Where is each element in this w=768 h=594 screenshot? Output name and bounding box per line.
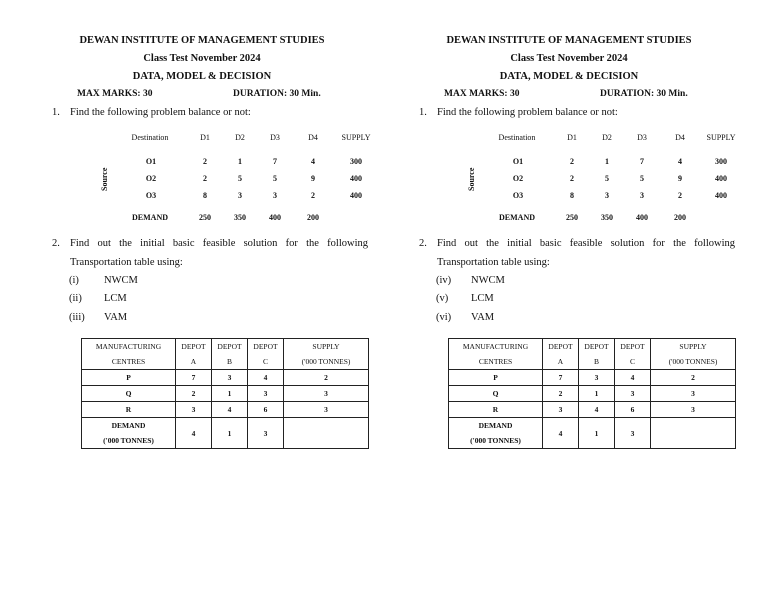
cell: 9 bbox=[678, 174, 682, 183]
col-header: Destination bbox=[131, 133, 169, 142]
demand-cell: 1 bbox=[212, 418, 248, 449]
cell: 3 bbox=[284, 386, 369, 402]
cell: 1 bbox=[238, 157, 242, 166]
duration: DURATION: 30 Min. bbox=[600, 89, 688, 99]
transportation-table bbox=[81, 338, 369, 449]
col-header: D2 bbox=[602, 133, 612, 142]
cell: 2 bbox=[203, 174, 207, 183]
question-number: 2. bbox=[52, 238, 60, 249]
table-row bbox=[82, 386, 369, 402]
cell: 3 bbox=[605, 191, 609, 200]
col-header: D4 bbox=[308, 133, 318, 142]
duration: DURATION: 30 Min. bbox=[233, 89, 321, 99]
header-cell: DEPOT A bbox=[543, 339, 579, 370]
cell: 3 bbox=[579, 370, 615, 386]
col-header: D2 bbox=[235, 133, 245, 142]
header-cell: DEPOT C bbox=[248, 339, 284, 370]
option-name: NWCM bbox=[471, 275, 505, 286]
demand-cell: 200 bbox=[307, 213, 319, 222]
cell: 2 bbox=[203, 157, 207, 166]
col-header: D4 bbox=[675, 133, 685, 142]
question-number: 2. bbox=[419, 238, 427, 249]
cell: 3 bbox=[615, 386, 651, 402]
cell: 4 bbox=[212, 402, 248, 418]
row-label: R bbox=[82, 402, 176, 418]
question-number: 1. bbox=[419, 107, 427, 118]
demand-row bbox=[449, 418, 736, 449]
max-marks: MAX MARKS: 30 bbox=[444, 89, 520, 99]
row-label: O1 bbox=[512, 157, 524, 166]
option-numeral: (i) bbox=[69, 275, 79, 286]
demand-label: DEMAND bbox=[499, 213, 535, 222]
cell: 7 bbox=[543, 370, 579, 386]
cell: 2 bbox=[651, 370, 736, 386]
cell: 2 bbox=[570, 157, 574, 166]
row-label: R bbox=[449, 402, 543, 418]
header-cell: SUPPLY ('000 TONNES) bbox=[651, 339, 736, 370]
cell: 400 bbox=[350, 191, 362, 200]
table-row bbox=[82, 370, 369, 386]
cell: 1 bbox=[605, 157, 609, 166]
empty-cell bbox=[651, 418, 736, 449]
header-cell: MANUFACTURING CENTRES bbox=[82, 339, 176, 370]
demand-cell: 4 bbox=[176, 418, 212, 449]
table-row bbox=[82, 402, 369, 418]
cell: 400 bbox=[715, 174, 727, 183]
cell: 3 bbox=[651, 386, 736, 402]
question-number: 1. bbox=[52, 107, 60, 118]
cell: 8 bbox=[570, 191, 574, 200]
cell: 2 bbox=[570, 174, 574, 183]
cell: 1 bbox=[579, 386, 615, 402]
cell: 4 bbox=[311, 157, 315, 166]
cell: 7 bbox=[273, 157, 277, 166]
row-label: O3 bbox=[145, 191, 157, 200]
cell: 2 bbox=[311, 191, 315, 200]
option-numeral: (vi) bbox=[436, 312, 452, 323]
demand-label: DEMAND ('000 TONNES) bbox=[82, 418, 176, 449]
cell: 2 bbox=[284, 370, 369, 386]
cell: 5 bbox=[238, 174, 242, 183]
demand-cell: 350 bbox=[234, 213, 246, 222]
test-title: Class Test November 2024 bbox=[510, 53, 628, 64]
cell: 3 bbox=[212, 370, 248, 386]
col-header: SUPPLY bbox=[341, 133, 371, 142]
question-text-line-1: Find out the initial basic feasible solution for the following bbox=[70, 238, 368, 249]
header-cell: DEPOT A bbox=[176, 339, 212, 370]
header-cell: DEPOT B bbox=[579, 339, 615, 370]
cell: 2 bbox=[176, 386, 212, 402]
cell: 3 bbox=[176, 402, 212, 418]
source-side-label: Source bbox=[467, 167, 476, 191]
option-name: VAM bbox=[471, 312, 495, 323]
option-numeral: (v) bbox=[436, 293, 449, 304]
header-cell: DEPOT C bbox=[615, 339, 651, 370]
col-header: D3 bbox=[637, 133, 647, 142]
cell: 8 bbox=[203, 191, 207, 200]
cell: 3 bbox=[284, 402, 369, 418]
institute-title: DEWAN INSTITUTE OF MANAGEMENT STUDIES bbox=[79, 35, 325, 46]
cell: 5 bbox=[640, 174, 644, 183]
option-numeral: (ii) bbox=[69, 293, 82, 304]
question-text-line-2: Transportation table using: bbox=[437, 257, 550, 268]
demand-cell: 400 bbox=[636, 213, 648, 222]
row-label: O3 bbox=[512, 191, 524, 200]
cell: 5 bbox=[273, 174, 277, 183]
cell: 4 bbox=[248, 370, 284, 386]
col-header: Destination bbox=[498, 133, 536, 142]
row-label: O1 bbox=[145, 157, 157, 166]
header-cell: SUPPLY ('000 TONNES) bbox=[284, 339, 369, 370]
cell: 2 bbox=[543, 386, 579, 402]
row-label: P bbox=[449, 370, 543, 386]
transportation-table bbox=[448, 338, 736, 449]
test-title: Class Test November 2024 bbox=[143, 53, 261, 64]
header-cell: MANUFACTURING CENTRES bbox=[449, 339, 543, 370]
col-header: D3 bbox=[270, 133, 280, 142]
question-text: Find the following problem balance or not: bbox=[437, 107, 618, 118]
col-header: D1 bbox=[200, 133, 210, 142]
option-name: NWCM bbox=[104, 275, 138, 286]
empty-cell bbox=[284, 418, 369, 449]
cell: 400 bbox=[715, 191, 727, 200]
demand-cell: 1 bbox=[579, 418, 615, 449]
option-name: LCM bbox=[471, 293, 494, 304]
question-text-line-2: Transportation table using: bbox=[70, 257, 183, 268]
cell: 4 bbox=[579, 402, 615, 418]
row-label: P bbox=[82, 370, 176, 386]
cell: 300 bbox=[715, 157, 727, 166]
cell: 7 bbox=[640, 157, 644, 166]
table-row bbox=[449, 386, 736, 402]
option-numeral: (iii) bbox=[69, 312, 85, 323]
cell: 4 bbox=[615, 370, 651, 386]
cell: 6 bbox=[248, 402, 284, 418]
col-header: D1 bbox=[567, 133, 577, 142]
demand-cell: 3 bbox=[615, 418, 651, 449]
col-header: SUPPLY bbox=[706, 133, 736, 142]
cell: 3 bbox=[273, 191, 277, 200]
cell: 7 bbox=[176, 370, 212, 386]
cell: 3 bbox=[640, 191, 644, 200]
demand-cell: 4 bbox=[543, 418, 579, 449]
header-cell: DEPOT B bbox=[212, 339, 248, 370]
demand-cell: 200 bbox=[674, 213, 686, 222]
subject-title: DATA, MODEL & DECISION bbox=[132, 71, 272, 82]
demand-label: DEMAND ('000 TONNES) bbox=[449, 418, 543, 449]
demand-cell: 3 bbox=[248, 418, 284, 449]
cell: 3 bbox=[543, 402, 579, 418]
cell: 4 bbox=[678, 157, 682, 166]
demand-row bbox=[82, 418, 369, 449]
demand-cell: 250 bbox=[566, 213, 578, 222]
cell: 2 bbox=[678, 191, 682, 200]
cell: 6 bbox=[615, 402, 651, 418]
table-row bbox=[449, 402, 736, 418]
cell: 3 bbox=[238, 191, 242, 200]
institute-title: DEWAN INSTITUTE OF MANAGEMENT STUDIES bbox=[446, 35, 692, 46]
cell: 400 bbox=[350, 174, 362, 183]
cell: 300 bbox=[350, 157, 362, 166]
demand-label: DEMAND bbox=[132, 213, 168, 222]
cell: 9 bbox=[311, 174, 315, 183]
demand-cell: 250 bbox=[199, 213, 211, 222]
row-label: O2 bbox=[512, 174, 524, 183]
option-numeral: (iv) bbox=[436, 275, 452, 286]
question-text-line-1: Find out the initial basic feasible solution for the following bbox=[437, 238, 735, 249]
demand-cell: 400 bbox=[269, 213, 281, 222]
row-label: Q bbox=[82, 386, 176, 402]
table-row bbox=[449, 370, 736, 386]
question-text: Find the following problem balance or not: bbox=[70, 107, 251, 118]
demand-cell: 350 bbox=[601, 213, 613, 222]
option-name: VAM bbox=[104, 312, 128, 323]
subject-title: DATA, MODEL & DECISION bbox=[499, 71, 639, 82]
cell: 3 bbox=[651, 402, 736, 418]
cell: 1 bbox=[212, 386, 248, 402]
cell: 3 bbox=[248, 386, 284, 402]
option-name: LCM bbox=[104, 293, 127, 304]
max-marks: MAX MARKS: 30 bbox=[77, 89, 153, 99]
cell: 5 bbox=[605, 174, 609, 183]
source-side-label: Source bbox=[100, 167, 109, 191]
row-label: Q bbox=[449, 386, 543, 402]
row-label: O2 bbox=[145, 174, 157, 183]
